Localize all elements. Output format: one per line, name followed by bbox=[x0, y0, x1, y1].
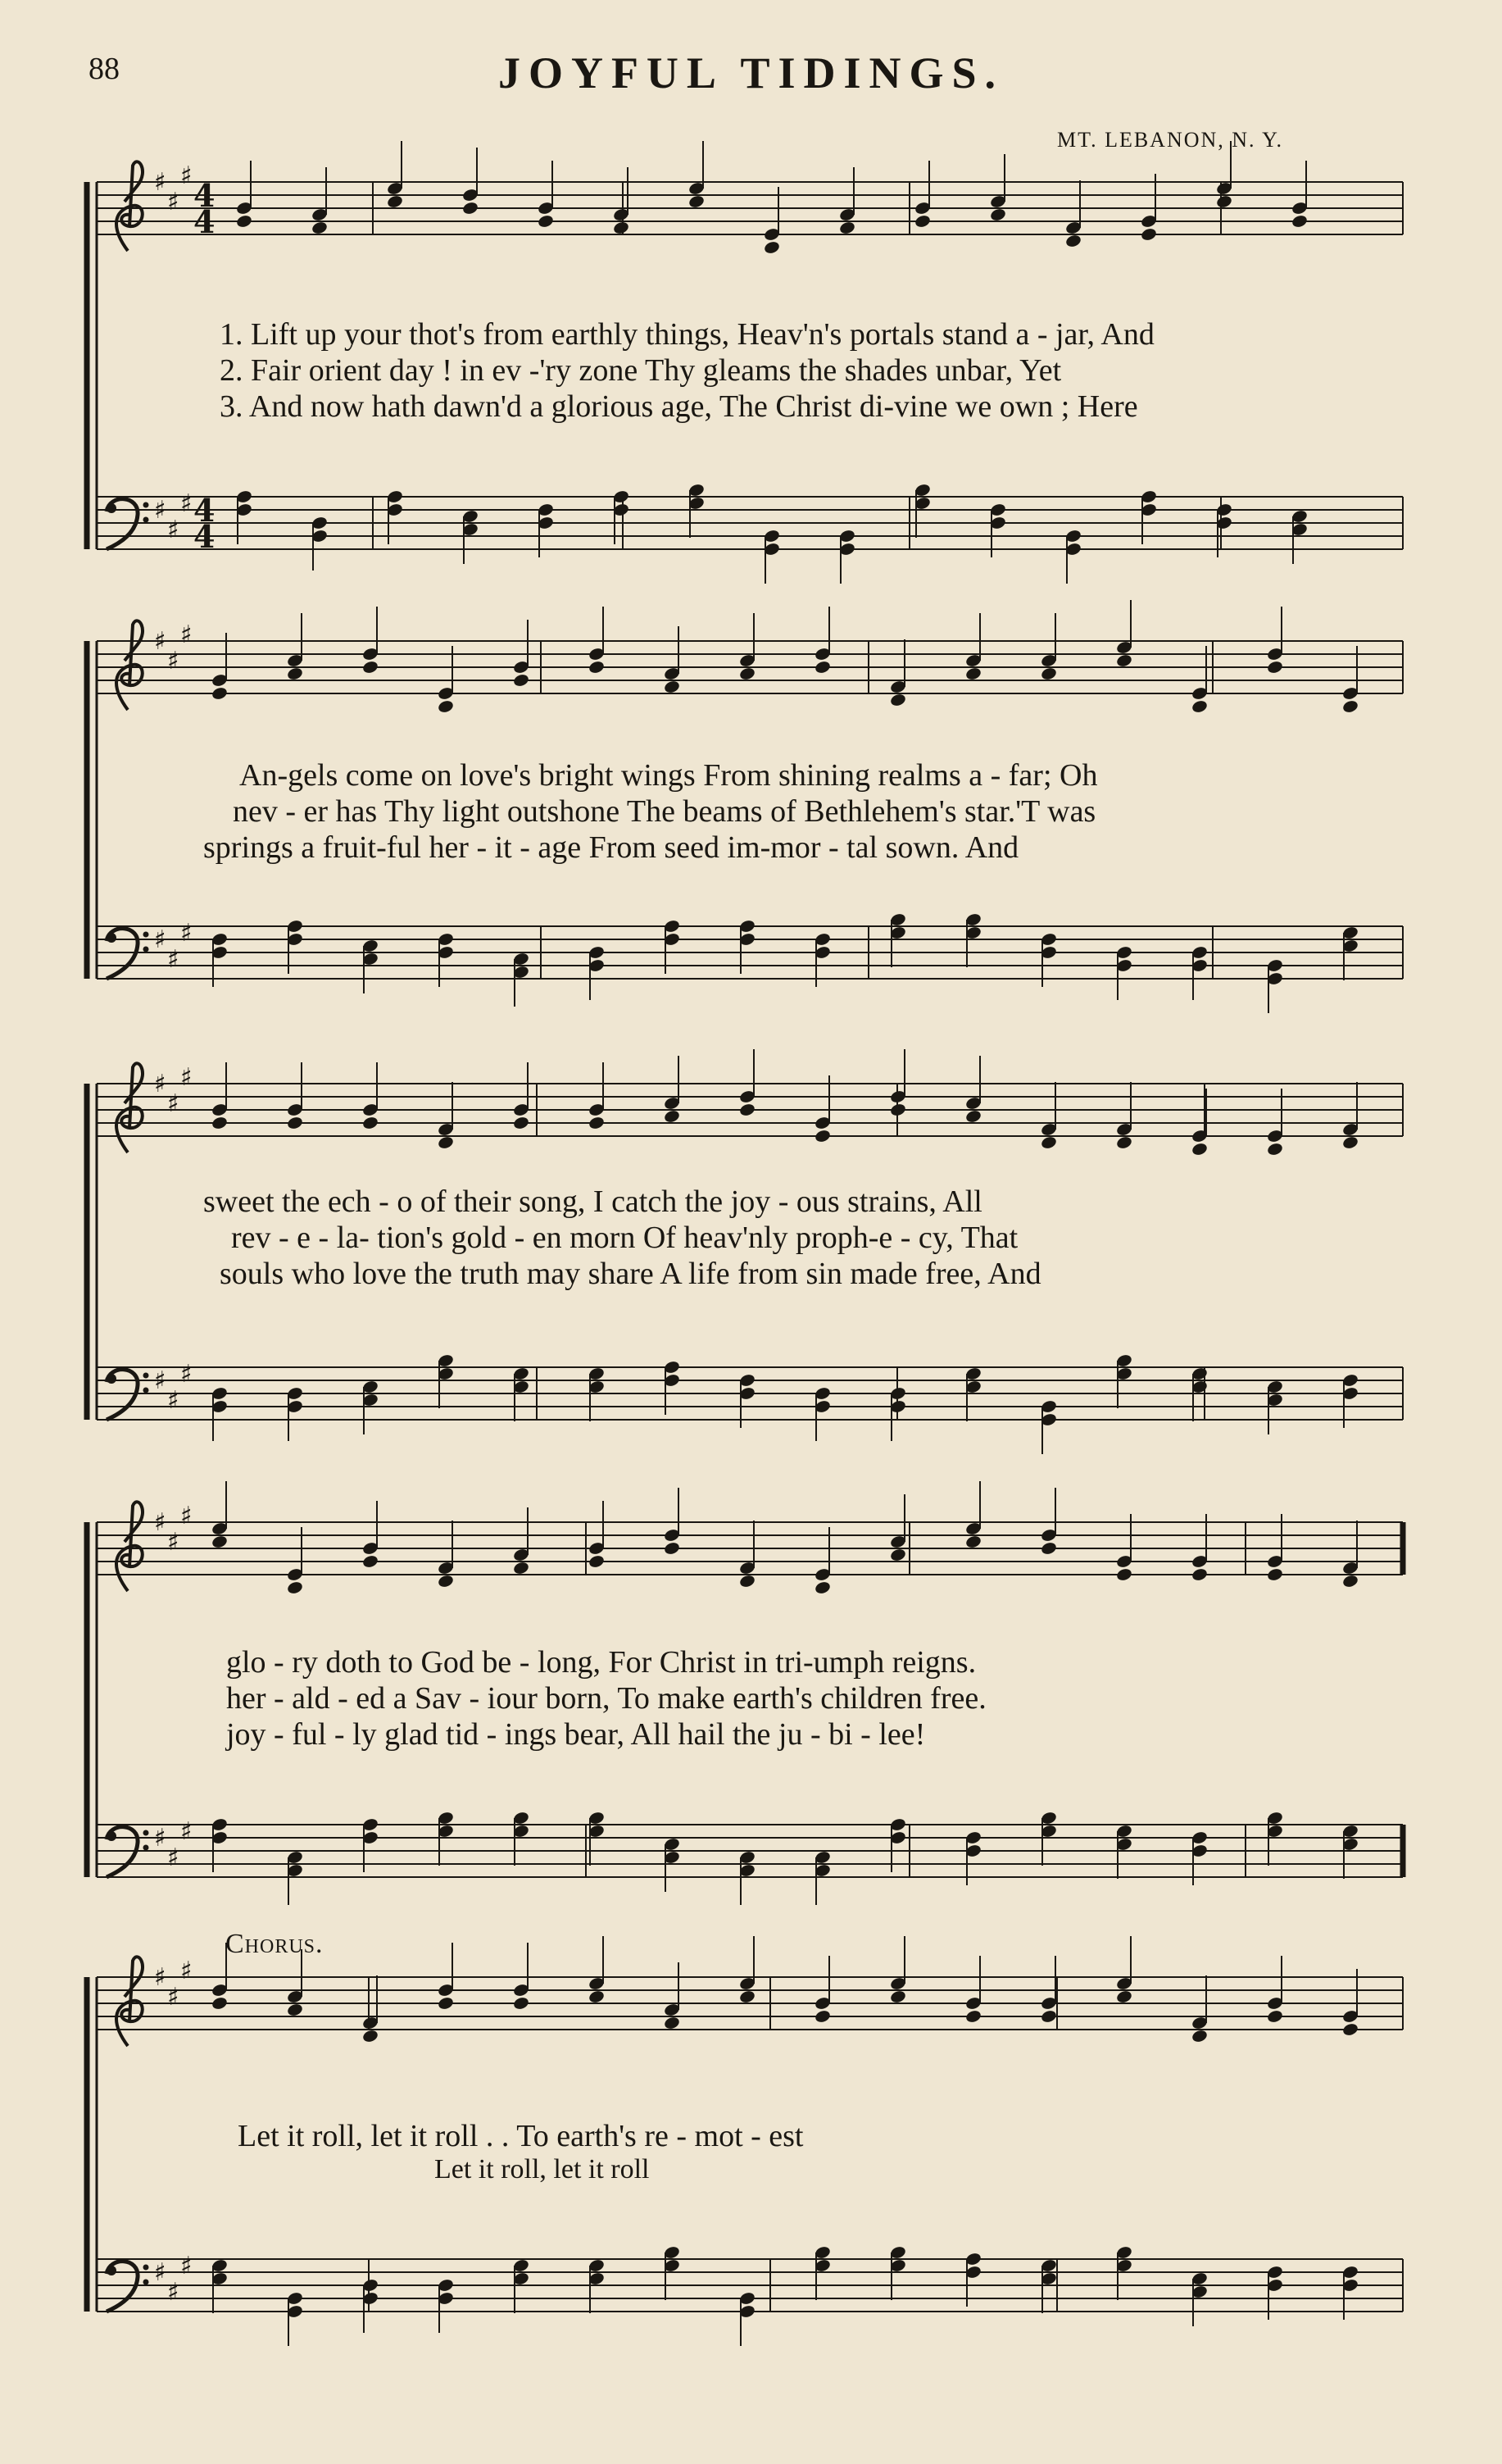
note-head bbox=[814, 2009, 831, 2024]
note-head bbox=[964, 666, 982, 681]
sharp-icon: ♯ bbox=[180, 1063, 193, 1092]
note-head bbox=[1115, 1567, 1132, 1582]
sharp-icon: ♯ bbox=[180, 1957, 193, 1985]
note-head bbox=[588, 1116, 605, 1130]
sharp-icon: ♯ bbox=[180, 1360, 193, 1389]
note-head bbox=[588, 1554, 605, 1569]
note-head bbox=[663, 1109, 680, 1124]
sharp-icon: ♯ bbox=[154, 1508, 166, 1537]
note-head bbox=[286, 2003, 303, 2017]
sharp-icon: ♯ bbox=[167, 1843, 179, 1872]
note-head bbox=[361, 2029, 379, 2043]
sharp-icon: ♯ bbox=[154, 1824, 166, 1853]
treble-clef-icon bbox=[116, 1502, 143, 1591]
bass-clef-dot bbox=[143, 1373, 149, 1379]
sharp-icon: ♯ bbox=[154, 1963, 166, 1992]
note-head bbox=[838, 220, 855, 235]
note-head bbox=[1040, 666, 1057, 681]
note-head bbox=[1266, 660, 1283, 675]
note-head bbox=[211, 1534, 228, 1549]
treble-clef-icon bbox=[116, 161, 143, 251]
note-head bbox=[588, 660, 605, 675]
bass-clef-dot bbox=[107, 2266, 116, 2275]
note-head bbox=[663, 1541, 680, 1556]
note-head bbox=[889, 693, 906, 707]
bass-clef-dot bbox=[143, 1388, 149, 1393]
note-head bbox=[964, 2009, 982, 2024]
note-head bbox=[814, 660, 831, 675]
treble-clef-icon bbox=[116, 1957, 143, 2046]
note-head bbox=[1291, 214, 1308, 229]
bass-clef-dot bbox=[143, 2280, 149, 2285]
note-head bbox=[311, 220, 328, 235]
note-head bbox=[361, 660, 379, 675]
sharp-icon: ♯ bbox=[180, 621, 193, 649]
note-head bbox=[512, 1561, 529, 1575]
bass-clef-dot bbox=[143, 502, 149, 508]
note-head bbox=[437, 1135, 454, 1150]
note-head bbox=[386, 194, 403, 209]
note-head bbox=[738, 1102, 756, 1117]
note-head bbox=[989, 207, 1006, 222]
note-head bbox=[964, 1534, 982, 1549]
sharp-icon: ♯ bbox=[154, 2258, 166, 2287]
note-head bbox=[286, 1116, 303, 1130]
note-head bbox=[211, 1996, 228, 2011]
sharp-icon: ♯ bbox=[154, 627, 166, 656]
note-head bbox=[1115, 653, 1132, 668]
treble-clef-icon bbox=[116, 621, 143, 710]
note-head bbox=[738, 1989, 756, 2004]
page-title: JOYFUL TIDINGS. bbox=[497, 48, 1005, 98]
note-head bbox=[964, 1109, 982, 1124]
sharp-icon: ♯ bbox=[167, 188, 179, 216]
note-head bbox=[361, 1116, 379, 1130]
note-head bbox=[889, 1548, 906, 1562]
sharp-icon: ♯ bbox=[167, 2278, 179, 2307]
time-signature: 4 bbox=[193, 177, 216, 214]
note-head bbox=[437, 699, 454, 714]
note-head bbox=[1341, 2022, 1359, 2037]
time-signature: 4 bbox=[193, 492, 216, 529]
bass-clef-dot bbox=[143, 932, 149, 938]
sharp-icon: ♯ bbox=[180, 1817, 193, 1846]
note-head bbox=[437, 1996, 454, 2011]
bass-clef-dot bbox=[107, 1831, 116, 1841]
note-head bbox=[1040, 2009, 1057, 2024]
note-head bbox=[814, 1580, 831, 1595]
sharp-icon: ♯ bbox=[154, 496, 166, 525]
note-head bbox=[361, 1554, 379, 1569]
note-head bbox=[235, 214, 252, 229]
time-signature: 4 bbox=[193, 518, 216, 555]
note-head bbox=[211, 686, 228, 701]
note-head bbox=[1191, 2029, 1208, 2043]
time-signature: 4 bbox=[193, 203, 216, 240]
sharp-icon: ♯ bbox=[167, 516, 179, 544]
note-head bbox=[512, 1116, 529, 1130]
note-head bbox=[286, 666, 303, 681]
chorus-label: Chorus. bbox=[225, 1929, 324, 1959]
bass-clef-dot bbox=[143, 517, 149, 523]
composer-credit: MT. LEBANON, N. Y. bbox=[1057, 128, 1284, 152]
note-head bbox=[889, 1102, 906, 1117]
bass-clef-dot bbox=[143, 1830, 149, 1836]
note-head bbox=[1040, 1541, 1057, 1556]
note-head bbox=[889, 1989, 906, 2004]
note-head bbox=[687, 194, 705, 209]
bass-clef-dot bbox=[107, 933, 116, 943]
note-head bbox=[1040, 1135, 1057, 1150]
note-head bbox=[1115, 1989, 1132, 2004]
note-head bbox=[1140, 227, 1157, 242]
note-head bbox=[1191, 1567, 1208, 1582]
note-head bbox=[461, 201, 479, 216]
note-head bbox=[437, 1574, 454, 1589]
page-number: 88 bbox=[88, 52, 120, 86]
note-head bbox=[512, 673, 529, 688]
note-head bbox=[286, 1580, 303, 1595]
note-head bbox=[814, 1129, 831, 1143]
sharp-icon: ♯ bbox=[180, 489, 193, 518]
note-head bbox=[1266, 1142, 1283, 1157]
sharp-icon: ♯ bbox=[154, 1070, 166, 1098]
note-head bbox=[1266, 2009, 1283, 2024]
sharp-icon: ♯ bbox=[180, 1502, 193, 1530]
sharp-icon: ♯ bbox=[167, 1983, 179, 2012]
note-head bbox=[1341, 699, 1359, 714]
note-head bbox=[612, 220, 629, 235]
note-head bbox=[663, 2016, 680, 2030]
note-head bbox=[1341, 1135, 1359, 1150]
sharp-icon: ♯ bbox=[180, 2252, 193, 2280]
treble-clef-icon bbox=[116, 1063, 143, 1152]
bass-clef-dot bbox=[143, 1845, 149, 1851]
note-head bbox=[738, 1574, 756, 1589]
sharp-icon: ♯ bbox=[180, 919, 193, 948]
note-head bbox=[1115, 1135, 1132, 1150]
bass-clef-dot bbox=[107, 1374, 116, 1384]
note-head bbox=[211, 1116, 228, 1130]
sharp-icon: ♯ bbox=[154, 1366, 166, 1395]
bass-clef-dot bbox=[143, 2265, 149, 2271]
sharp-icon: ♯ bbox=[180, 161, 193, 190]
sharp-icon: ♯ bbox=[167, 1089, 179, 1118]
note-head bbox=[1215, 194, 1232, 209]
sharp-icon: ♯ bbox=[167, 1386, 179, 1415]
note-head bbox=[1191, 1142, 1208, 1157]
note-head bbox=[537, 214, 554, 229]
bass-clef-dot bbox=[107, 503, 116, 513]
note-head bbox=[512, 1996, 529, 2011]
note-head bbox=[663, 680, 680, 694]
note-head bbox=[588, 1989, 605, 2004]
sharp-icon: ♯ bbox=[154, 925, 166, 954]
sharp-icon: ♯ bbox=[167, 1528, 179, 1557]
sharp-icon: ♯ bbox=[167, 647, 179, 675]
note-head bbox=[763, 240, 780, 255]
note-head bbox=[1191, 699, 1208, 714]
note-head bbox=[1266, 1567, 1283, 1582]
sharp-icon: ♯ bbox=[154, 168, 166, 197]
note-head bbox=[738, 666, 756, 681]
note-head bbox=[914, 214, 931, 229]
bass-clef-dot bbox=[143, 947, 149, 952]
sharp-icon: ♯ bbox=[167, 945, 179, 974]
note-head bbox=[1341, 1574, 1359, 1589]
note-head bbox=[1064, 234, 1082, 248]
